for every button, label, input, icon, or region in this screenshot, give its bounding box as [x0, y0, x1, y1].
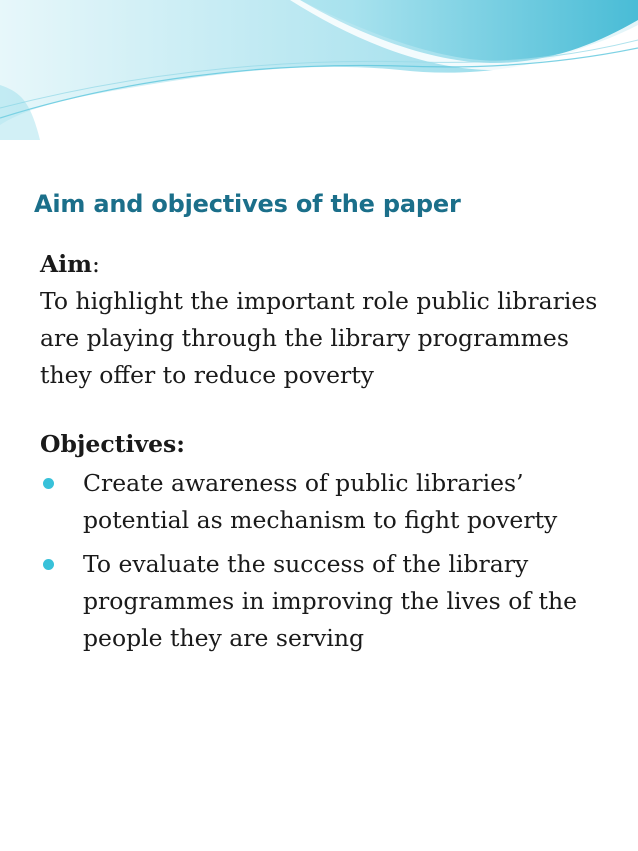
slide-body — [40, 246, 620, 664]
aim-text: To highlight the important role public libraries are playing through the library programmes they offer to reduce poverty — [40, 287, 598, 389]
aim-heading-colon: : — [92, 250, 100, 278]
aim-heading — [40, 246, 620, 283]
objectives-heading: Objectives: — [40, 430, 185, 458]
list-item — [40, 546, 620, 657]
aim-heading-label: Aim — [40, 250, 93, 278]
bullet-dot-icon — [43, 559, 54, 570]
objective-text: To evaluate the success of the library programmes in improving the lives of the people they are serving — [83, 550, 578, 652]
list-item — [40, 465, 620, 539]
slide-title: Aim and objectives of the paper — [34, 190, 461, 218]
bullet-dot-icon — [43, 478, 54, 489]
objectives-list — [40, 465, 620, 657]
objective-text: Create awareness of public libraries’ potential as mechanism to fight poverty — [83, 469, 558, 534]
header-wave-decoration — [0, 0, 638, 140]
